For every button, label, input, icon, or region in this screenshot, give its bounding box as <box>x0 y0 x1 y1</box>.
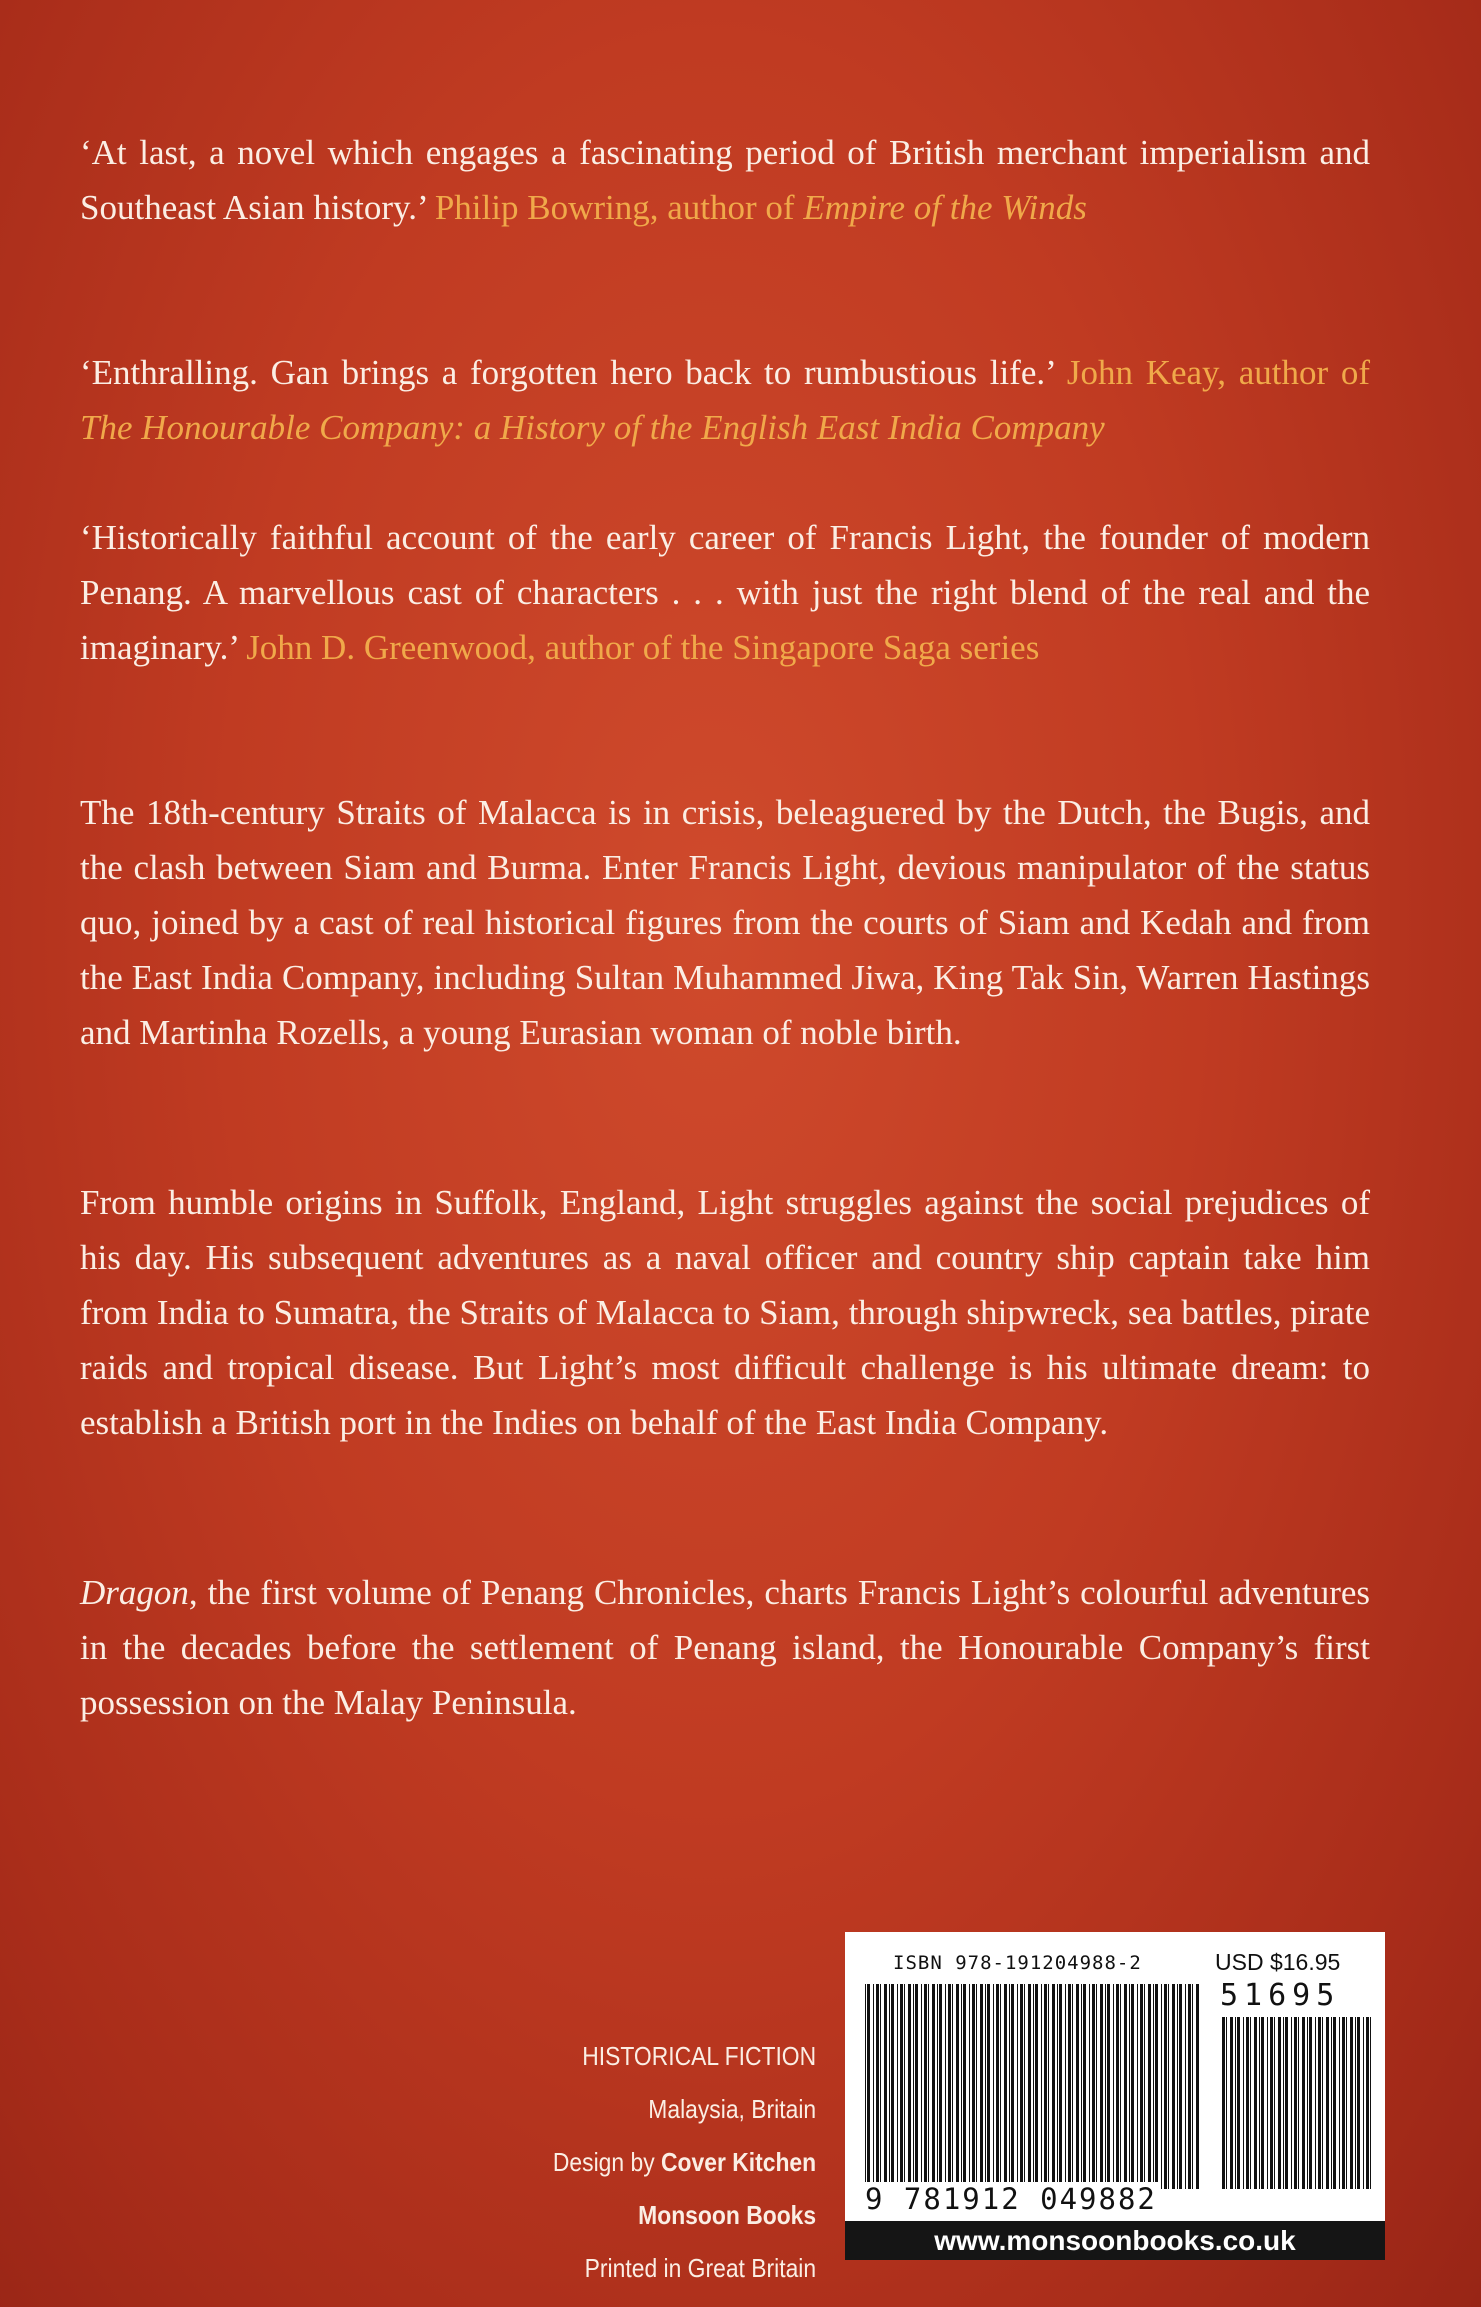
barcode-bar <box>952 1984 953 2189</box>
barcode-bar <box>913 1984 914 2189</box>
barcode-bar <box>1355 2017 1356 2189</box>
barcode-bar <box>1196 1984 1199 2189</box>
barcode-bar <box>867 1984 870 2189</box>
quote-text: ‘Enthralling. Gan brings a forgotten hero back to rumbustious life.’ <box>80 353 1055 392</box>
barcode-bar <box>1076 1984 1079 2189</box>
barcode-bar <box>1035 1984 1038 2189</box>
barcode-bar <box>1270 2017 1273 2189</box>
barcode-bar <box>1164 1984 1167 2189</box>
barcode-bar <box>1179 1984 1182 2189</box>
barcode-bar <box>873 1984 874 2189</box>
barcode-bar <box>1346 2017 1347 2189</box>
barcode-bar <box>1131 1984 1134 2189</box>
barcode-bar <box>924 1984 927 2189</box>
barcode-bar <box>1185 1984 1186 2189</box>
barcode-bar <box>880 1984 881 2189</box>
isbn-barcode <box>863 1984 1203 2189</box>
barcode-bar <box>1285 2017 1288 2189</box>
synopsis-text: , the first volume of Penang Chronicles, charts Francis Light’s colourful adventures in the decades before the settlement of Penang island, the Honourable Company’s first possession on the Malay Peninsula. <box>80 1573 1370 1722</box>
price-code-digits: 51695 <box>1220 1978 1341 2013</box>
barcode-bar <box>1237 2017 1240 2189</box>
barcode-bar <box>1192 1984 1193 2189</box>
barcode-bar <box>1107 1984 1110 2189</box>
synopsis-text: From humble origins in Suffolk, England, Light struggles against the social prejudices of his day. His subsequent adventures as a naval officer and country ship captain take him from India to Sumatra, the Straits of Malacca to Siam, through shipwreck, sea battles, pirate raids and tropical disease. But Light’s most difficult challenge is his ultimate dream: to establish a British port in the Indies on behalf of the East India Company. <box>80 1183 1370 1442</box>
barcode-bar <box>1011 1984 1014 2189</box>
barcode-bar <box>980 1984 983 2189</box>
barcode-digits: 9 781912 049882 <box>865 2182 1157 2216</box>
barcode-bar <box>976 1984 977 2189</box>
barcode-bar <box>1259 2017 1260 2189</box>
publisher-name: Monsoon Books <box>638 2200 816 2230</box>
barcode-bar <box>1044 1984 1047 2189</box>
review-quote-keay <box>80 345 1370 455</box>
colophon <box>553 2030 816 2295</box>
barcode-bar <box>1342 2017 1345 2189</box>
barcode-bar <box>1291 2017 1292 2189</box>
barcode-bar <box>1333 2017 1336 2189</box>
barcode-bar <box>1177 1984 1178 2189</box>
barcode-bar <box>921 1984 922 2189</box>
quote-work-title: The Honourable Company: a History of the English East India Company <box>80 408 1105 447</box>
barcode-bar <box>1096 1984 1097 2189</box>
barcode-bar <box>1000 1984 1001 2189</box>
barcode-bar <box>1129 1984 1130 2189</box>
barcode-bar <box>1083 1984 1086 2189</box>
barcode-bar <box>987 1984 990 2189</box>
barcode-bar <box>1318 2017 1321 2189</box>
barcode-bar <box>1168 1984 1169 2189</box>
barcode-bar <box>1350 2017 1353 2189</box>
barcode-bar <box>956 1984 959 2189</box>
barcode-bar <box>1331 2017 1332 2189</box>
barcode-bar <box>1226 2017 1227 2189</box>
barcode-bar <box>932 1984 935 2189</box>
barcode-bar <box>1357 2017 1360 2189</box>
barcode-bar <box>1274 2017 1275 2189</box>
barcode-bar <box>1307 2017 1308 2189</box>
barcode-bar <box>1089 1984 1090 2189</box>
barcode-bar <box>1246 2017 1249 2189</box>
barcode-bar <box>1370 2017 1371 2189</box>
barcode-bar <box>1283 2017 1284 2189</box>
synopsis-text: The 18th-century Straits of Malacca is in crisis, beleaguered by the Dutch, the Bugis, and the clash between Siam and Burma. Enter Francis Light, devious manipulator of the status quo, joined by a cast of real historical figures from the courts of Siam and Kedah and from the East India Company, including Sultan Muhammed Jiwa, King Tak Sin, Warren Hastings and Martinha Rozells, a young Eurasian woman of noble birth. <box>80 793 1370 1052</box>
barcode-bar <box>1298 2017 1299 2189</box>
barcode-bar <box>1120 1984 1121 2189</box>
barcode-bar <box>1004 1984 1007 2189</box>
barcode-bar <box>1105 1984 1106 2189</box>
barcode-bar <box>1254 2017 1257 2189</box>
barcode-bar <box>891 1984 894 2189</box>
barcode-bar <box>915 1984 918 2189</box>
barcode-bar <box>1161 1984 1162 2189</box>
barcode-bar <box>1222 2017 1225 2189</box>
barcode-bar <box>1116 1984 1119 2189</box>
barcode-bar <box>1250 2017 1251 2189</box>
barcode-bar <box>1235 2017 1236 2189</box>
barcode-bar <box>1230 2017 1233 2189</box>
genre-label: HISTORICAL FICTION <box>582 2041 816 2071</box>
barcode-bar <box>1278 2017 1281 2189</box>
barcode-bar <box>889 1984 890 2189</box>
barcode-bar <box>961 1984 962 2189</box>
barcode-bar <box>1267 2017 1268 2189</box>
quote-attribution: John Keay, author of <box>1066 353 1370 392</box>
review-quote-greenwood <box>80 510 1370 675</box>
barcode-bar <box>1020 1984 1023 2189</box>
barcode-bar <box>1124 1984 1127 2189</box>
barcode-bar <box>904 1984 905 2189</box>
quote-text: ‘At last, a novel which engages a fascinating period of British merchant imperialism and Southeast Asian history.’ <box>80 133 1370 227</box>
barcode-bar <box>1081 1984 1082 2189</box>
barcode-bar <box>1113 1984 1114 2189</box>
barcode-bar <box>1148 1984 1151 2189</box>
barcode-bar <box>969 1984 970 2189</box>
barcode-bar <box>884 1984 887 2189</box>
barcode-bar <box>908 1984 911 2189</box>
design-credit <box>553 2136 816 2189</box>
barcode-bar <box>1092 1984 1095 2189</box>
quote-work-title: Empire of the Winds <box>803 188 1087 227</box>
barcode-panel <box>845 1932 1385 2260</box>
barcode-bar <box>996 1984 999 2189</box>
barcode-bar <box>1339 2017 1340 2189</box>
barcode-bar <box>1261 2017 1264 2189</box>
barcode-bar <box>1068 1984 1071 2189</box>
barcode-bar <box>963 1984 966 2189</box>
book-title: Dragon <box>80 1573 189 1612</box>
barcode-bar <box>1009 1984 1010 2189</box>
barcode-bar <box>1366 2017 1369 2189</box>
barcode-bar <box>1144 1984 1145 2189</box>
barcode-bar <box>1072 1984 1073 2189</box>
barcode-bar <box>1294 2017 1297 2189</box>
barcode-bar <box>1363 2017 1364 2189</box>
barcode-bar <box>939 1984 942 2189</box>
barcode-bar <box>1033 1984 1034 2189</box>
barcode-bar <box>1028 1984 1031 2189</box>
price-addon-barcode <box>1220 2017 1375 2189</box>
barcode-bar <box>865 1984 866 2189</box>
barcode-bar <box>897 1984 898 2189</box>
barcode-bar <box>1302 2017 1305 2189</box>
design-credit-prefix: Design by <box>552 2147 655 2177</box>
barcode-bar <box>928 1984 929 2189</box>
barcode-bar <box>1326 2017 1329 2189</box>
quote-text: ‘Historically faithful account of the early career of Francis Light, the founder of modern Penang. A marvellous cast of characters . . . with just the right blend of the real and the imaginary.’ <box>80 518 1370 667</box>
barcode-bar <box>1155 1984 1158 2189</box>
design-credit-name: Cover Kitchen <box>660 2147 816 2177</box>
barcode-bar <box>1100 1984 1103 2189</box>
isbn-label: ISBN 978-191204988-2 <box>893 1952 1142 1974</box>
barcode-bar <box>1309 2017 1312 2189</box>
barcode-bar <box>1188 1984 1191 2189</box>
barcode-bar <box>1172 1984 1175 2189</box>
barcode-bar <box>1315 2017 1316 2189</box>
review-quote-bowring <box>80 125 1370 235</box>
barcode-bar <box>1048 1984 1049 2189</box>
quote-attribution: John D. Greenwood, author of the Singapore Saga series <box>246 628 1040 667</box>
barcode-bar <box>1041 1984 1042 2189</box>
price-label: USD $16.95 <box>1215 1949 1341 1975</box>
synopsis-paragraph-1 <box>80 785 1370 1060</box>
barcode-bar <box>1059 1984 1062 2189</box>
barcode-bar <box>972 1984 975 2189</box>
website-url: www.monsoonbooks.co.uk <box>845 2221 1385 2260</box>
barcode-bar <box>1065 1984 1066 2189</box>
barcode-bar <box>1140 1984 1143 2189</box>
barcode-bar <box>1137 1984 1138 2189</box>
barcode-bar <box>876 1984 879 2189</box>
synopsis-paragraph-2 <box>80 1175 1370 1450</box>
barcode-bar <box>945 1984 946 2189</box>
barcode-bar <box>900 1984 903 2189</box>
setting-label: Malaysia, Britain <box>648 2094 816 2124</box>
barcode-bar <box>1052 1984 1055 2189</box>
barcode-bar <box>1243 2017 1244 2189</box>
barcode-bar <box>1322 2017 1323 2189</box>
barcode-bar <box>1153 1984 1154 2189</box>
barcode-bar <box>993 1984 994 2189</box>
barcode-bar <box>1057 1984 1058 2189</box>
barcode-bar <box>948 1984 951 2189</box>
quote-attribution: Philip Bowring, author of <box>434 188 795 227</box>
printed-label: Printed in Great Britain <box>584 2253 816 2283</box>
barcode-bar <box>1017 1984 1018 2189</box>
barcode-bar <box>985 1984 986 2189</box>
synopsis-paragraph-3 <box>80 1565 1370 1730</box>
barcode-bar <box>937 1984 938 2189</box>
barcode-bar <box>1024 1984 1025 2189</box>
